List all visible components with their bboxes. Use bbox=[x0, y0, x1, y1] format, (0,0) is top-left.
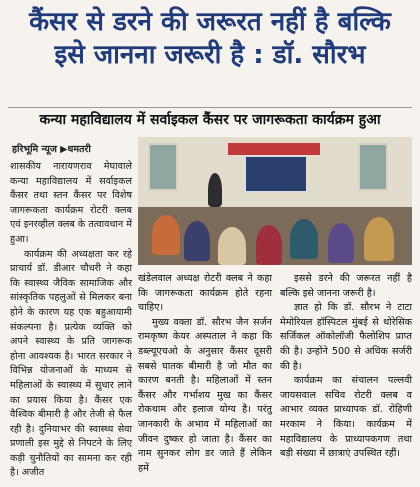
paragraph: शासकीय नारायणराव मेघावाले कन्या महाविद्यालय में सर्वाइकल कैंसर तथा स्तन कैंसर पर विशेष जागरूकता कार्यक्रम रोटरी क्लब एवं इनरव्हील क्लब के तत्वावधान में हुआ। bbox=[10, 161, 132, 245]
paragraph: कार्यक्रम का संचालन पल्लवी जायसवाल सचिव रोटरी क्लब व आभार व्यक्त प्राध्यापक डॉ. रोहिणी मरकाम ने किया। कार्यक्रम में महाविद्यालय के प्राध्यापकगण तथा बड़ी संख्या में छात्राएं उपस्थित रहीं। bbox=[280, 375, 412, 460]
headline-line-1: कैंसर से डरने की जरूरत नहीं है बल्कि bbox=[29, 7, 391, 37]
photo-presentation-screen bbox=[244, 155, 308, 193]
subheadline: कन्या महाविद्यालय में सर्वाइकल कैंसर पर जागरूकता कार्यक्रम हुआ bbox=[39, 112, 381, 128]
photo-audience bbox=[364, 217, 394, 261]
photo-audience bbox=[290, 219, 318, 259]
divider bbox=[8, 107, 412, 108]
paragraph: इससे डरने की जरूरत नहीं है बल्कि इसे जानना जरूरी है। bbox=[280, 273, 412, 299]
article-column-1 bbox=[10, 160, 132, 481]
event-photo bbox=[138, 137, 412, 265]
headline-line-2: इसे जानना जरूरी है : डॉ. सौरभ bbox=[54, 40, 366, 70]
photo-audience bbox=[152, 215, 180, 255]
article-column-2 bbox=[138, 272, 272, 476]
byline: हरिभूमि न्यूज ▶धमतरी bbox=[12, 144, 91, 155]
paragraph: मुख्य वक्ता डॉ. सौरभ जैन सर्जन रामकृष्ण केयर अस्पताल ने कहा कि डब्ल्यूएचओ के अनुसार कैंसर दूसरी सबसे घातक बीमारी है जो मौत का कारण बनती है। महिलाओं में स्तन कैंसर और गर्भाशय मुख का कैंसर रोकथाम और इलाज योग्य है। परंतु जानकारी के अभाव में महिलाओं का जीवन दुष्कर हो जाता है। कैंसर का नाम सुनकर लोग डर जाते हैं लेकिन हमें bbox=[138, 316, 272, 474]
photo-window bbox=[358, 143, 388, 191]
photo-audience bbox=[256, 225, 282, 265]
headline bbox=[10, 6, 410, 72]
article-column-3 bbox=[280, 272, 412, 462]
paragraph: ज्ञात हो कि डॉ. सौरभ ने टाटा मेमोरियल हॉस्पिटल मुंबई से थोरेसिक सर्जिकल ऑकोलॉजी फैलोशिप प्राप्त की है। उन्होंने 500 से अधिक सर्जरी की है। bbox=[280, 302, 412, 372]
photo-speaker bbox=[208, 173, 222, 207]
paragraph: कार्यक्रम की अध्यक्षता कर रहे प्राचार्य डॉ. डीआर चौधरी ने कहा कि स्वास्थ्य जैविक सामाजिक और सांस्कृतिक पहलुओं से मिलकर बना होने के कारण यह एक बहुआयामी संकल्पना है। प्रत्येक व्यक्ति को अपने स्वास्थ्य के प्रति जागरूक होना आवश्यक है। भारत सरकार ने विभिन्न योजनाओं के माध्यम से महिलाओं के स्वास्थ्य में सुधार लाने का प्रयास किया है। कैंसर एक वैश्विक बीमारी है और तेजी से फैल रही है। दुनियाभर की स्वास्थ्य सेवा प्रणाली इस मुद्दे से निपटने के लिए कड़ी चुनौतियों का सामना कर रही है। अजीत bbox=[10, 248, 132, 479]
photo-audience bbox=[328, 223, 354, 263]
photo-banner bbox=[228, 143, 320, 155]
paragraph: खंडेलवाल अध्यक्ष रोटरी क्लब ने कहा कि जागरूकता कार्यक्रम होते रहना चाहिए। bbox=[138, 273, 272, 314]
photo-audience bbox=[218, 227, 246, 265]
photo-audience bbox=[184, 221, 210, 261]
photo-window bbox=[148, 143, 178, 191]
